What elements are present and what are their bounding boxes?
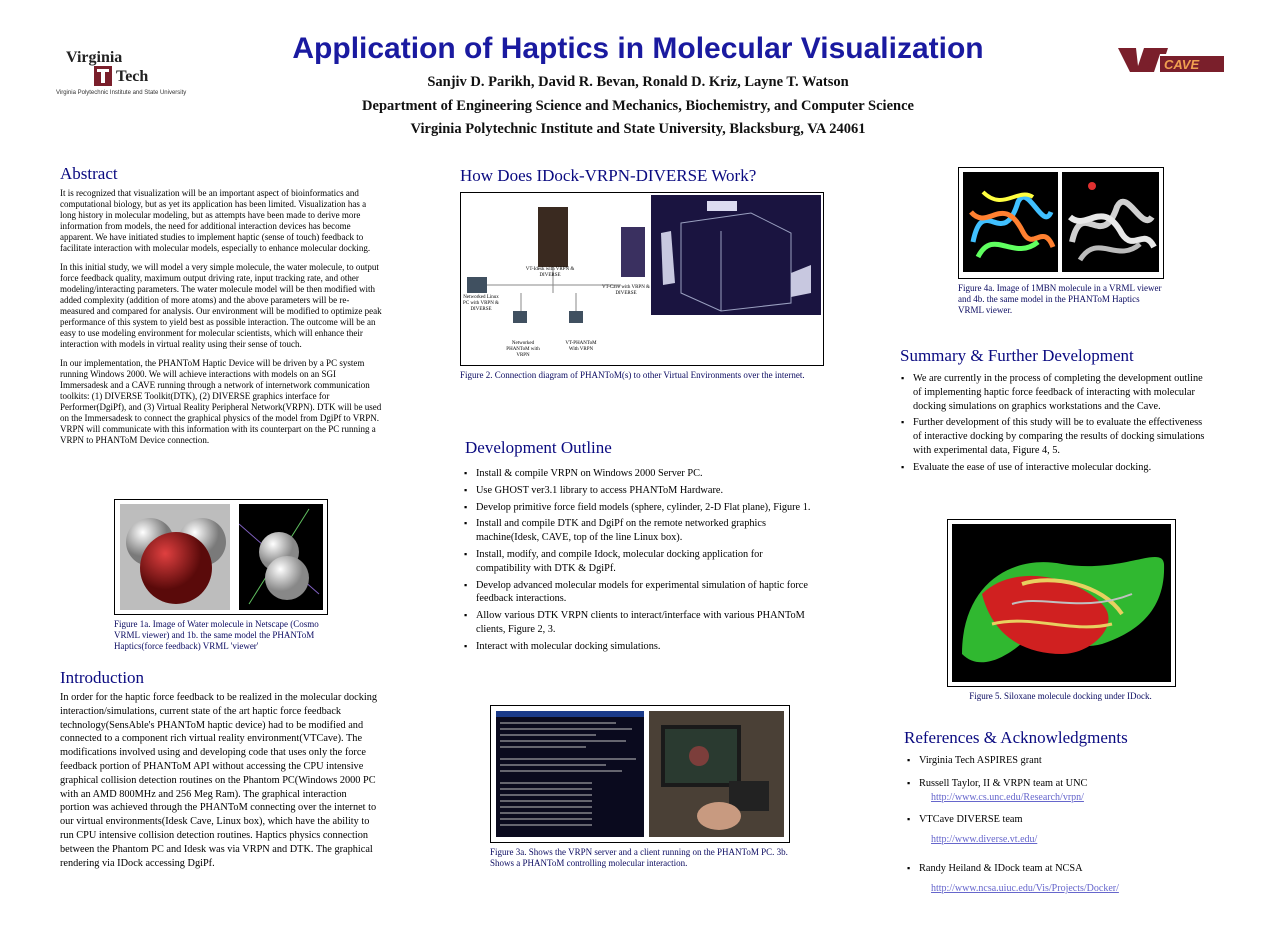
figure4-caption: Figure 4a. Image of 1MBN molecule in a VRML viewer and 4b. the same model in the PHANToM Haptics VRML viewer. [958, 283, 1162, 315]
development-heading: Development Outline [465, 438, 612, 457]
references-list [905, 754, 1205, 905]
references-heading: References & Acknowledgments [904, 728, 1128, 747]
development-item: ▪ Use GHOST ver3.1 library to access PHANToM Hardware. [462, 484, 818, 498]
siloxane-docking-image [952, 524, 1171, 682]
reference-text: VTCave DIVERSE team [919, 814, 1023, 826]
reference-item [905, 754, 1205, 768]
abstract-heading: Abstract [60, 164, 118, 183]
development-item: ▪ Install, modify, and compile Idock, molecular docking application for compatibility with DTK & DgiPf. [462, 548, 818, 576]
figure1-caption: Figure 1a. Image of Water molecule in Netscape (Cosmo VRML viewer) and 1b. the same model the PHANToM Haptics(force feedback) VRML 'viewer' [114, 619, 319, 651]
virginia-tech-logo-caption: Virginia Polytechnic Institute and State University [56, 90, 187, 96]
connection-diagram [461, 193, 823, 365]
summary-heading: Summary & Further Development [900, 346, 1134, 365]
svg-text:Tech: Tech [116, 68, 149, 85]
poster-title: Application of Haptics in Molecular Visualization [292, 32, 984, 65]
figure1-frame [114, 499, 328, 615]
development-item: ▪ Install and compile DTK and DgiPf on the remote networked graphics machine(Idesk, CAVE, top of the line Linux box). [462, 517, 818, 545]
1mbn-vrml-image [963, 172, 1058, 272]
summary-item: ▪ We are currently in the process of completing the development outline of implementing haptic force feedback of interacting with molecular docking simulations on graphics workstations and the Cave. [899, 372, 1213, 413]
summary-list [899, 372, 1213, 478]
svg-text:CAVE: CAVE [1164, 57, 1200, 72]
abstract-paragraph-3: In our implementation, the PHANToM Haptic Device will be driven by a PC system running Windows 2000. We will achieve interactions with models on an SGI Immersadesk and a CAVE running through a network of internetwork communication toolkits: (1) DIVERSE Toolkit(DTK), (2) DIVERSE graphics interface for Performer(DgiPf), and (3) Virtual Reality Peripheral Network(VRPN). DTK will be used on the Immersadesk to connect the graphical physics of the model from DgiPf to VRPN. VRPN will communicate with this information with its counterpart on the PC running a VRPN to PHANToM Device connection. [60, 358, 382, 445]
water-molecule-phantom-image [239, 504, 323, 610]
development-item: ▪ Install & compile VRPN on Windows 2000 Server PC. [462, 467, 818, 481]
reference-link-idock[interactable]: http://www.ncsa.uiuc.edu/Vis/Projects/Docker/ [931, 882, 1119, 894]
reference-link-vrpn[interactable]: http://www.cs.unc.edu/Research/vrpn/ [931, 791, 1084, 803]
institution: Virginia Polytechnic Institute and State University, Blacksburg, VA 24061 [410, 121, 866, 137]
introduction-section [60, 668, 378, 870]
reference-item [905, 777, 1205, 805]
figure3-caption: Figure 3a. Shows the VRPN server and a client running on the PHANToM PC. 3b. Shows a PHANToM controlling molecular interaction. [490, 847, 788, 868]
abstract-paragraph-1: It is recognized that visualization will be an important aspect of bioinformatics and computational biology, but as yet its application has been limited. Visualization has a long history in molecular modeling, but as attempts have been made to derive more information from models, the need for additional interaction devices has become apparent. We have initiated studies to implement haptic (sense of touch) feedback to facilitate interaction with molecular models, especially to enhance molecular docking. [60, 188, 371, 253]
development-item: ▪ Develop primitive force field models (sphere, cylinder, 2-D Flat plane), Figure 1. [462, 501, 818, 515]
how-heading: How Does IDock-VRPN-DIVERSE Work? [460, 166, 757, 185]
svg-text:Virginia: Virginia [66, 49, 123, 66]
reference-text: Virginia Tech ASPIRES grant [919, 755, 1042, 766]
reference-link-diverse[interactable]: http://www.diverse.vt.edu/ [931, 834, 1038, 846]
summary-item: ▪ Further development of this study will be to evaluate the effectiveness of interactive docking by comparing the results of docking simulations with experimental data, Figure 4, 5. [899, 416, 1213, 457]
reference-item [905, 862, 1205, 902]
figure2-frame [460, 192, 824, 366]
development-item: ▪ Allow various DTK VRPN clients to interact/interface with various PHANToM clients, Figure 2, 3. [462, 609, 818, 637]
authors: Sanjiv D. Parikh, David R. Bevan, Ronald D. Kriz, Layne T. Watson [427, 74, 849, 90]
diagram-label-idesk: VT-Idesk with VRPN & DIVERSE [525, 267, 575, 278]
diagram-label-networked-phantom: Networked PHANToM with VRPN [506, 341, 540, 358]
development-item: ▪ Develop advanced molecular models for experimental simulation of haptic force feedback interactions. [462, 579, 818, 607]
introduction-text: In order for the haptic force feedback to be realized in the molecular docking interaction/simulations, current state of the art haptic force feedback technology(SensAble's PHANToM haptic device) had to be modified and connected to a component rich virtual reality environment(VTCave). The modifications involved using and developing code that uses only the force feedback portion of PHANToM API without accessing the CPU intensive graphical collision detection routines on the Phantom PC(Windows 2000 PC with an AMD 800MHz and 256 Meg Ram). The graphical interaction portion was achieved through the PHANToM connecting over the internet to our virtual environments(Idesk Cave, Linux box), which have the ability to run CPU intensive collision detection routines. Haptics physics connection between the Phantom PC and Idesk was via VRPN and DTK. The graphical rendering via IDock accessing DgiPf. [60, 692, 378, 869]
figure4-frame [958, 167, 1164, 279]
development-list [462, 467, 818, 657]
reference-item [905, 813, 1205, 853]
reference-text: Russell Taylor, II & VRPN team at UNC [919, 777, 1088, 789]
water-molecule-netscape-image [120, 504, 230, 610]
figure2-caption: Figure 2. Connection diagram of PHANToM(s) to other Virtual Environments over the internet. [460, 370, 805, 380]
1mbn-phantom-image [1062, 172, 1159, 272]
abstract-section [60, 164, 382, 454]
figure5-frame [947, 519, 1176, 687]
diagram-label-linux: Networked Linux PC with VRPN & DIVERSE [463, 295, 499, 312]
diagram-label-cave: VT-Cave with VRPN & DIVERSE [602, 285, 650, 296]
diagram-label-vt-phantom: VT-PHANToM With VRPN [565, 341, 597, 352]
introduction-heading: Introduction [60, 668, 145, 687]
phantom-device-photo [649, 711, 784, 837]
reference-text: Randy Heiland & IDock team at NCSA [919, 863, 1083, 875]
abstract-paragraph-2: In this initial study, we will model a very simple molecule, the water molecule, to output force feedback quality, maximum output driving rate, input tracking rate, and other modeling/interacting parameters. The water molecule model will be then modified with added complexity (addition of more atoms) and the above parameters will be re-measured and compared for analysis. Our environment will be modified to optimize peak performance of this system to yield best as possible interaction. The outcome will be an easy to use modeling environment for molecular scientists, which will enhance their interaction with models in virtual reality using their sense of touch. [60, 262, 382, 349]
vrpn-console-screenshot [496, 711, 644, 837]
summary-item: ▪ Evaluate the ease of use of interactive molecular docking. [899, 461, 1213, 475]
department: Department of Engineering Science and Mechanics, Biochemistry, and Computer Science [362, 98, 914, 114]
development-item: ▪ Interact with molecular docking simulations. [462, 640, 818, 654]
figure3-frame [490, 705, 790, 843]
figure5-caption: Figure 5. Siloxane molecule docking under IDock. [969, 691, 1152, 701]
